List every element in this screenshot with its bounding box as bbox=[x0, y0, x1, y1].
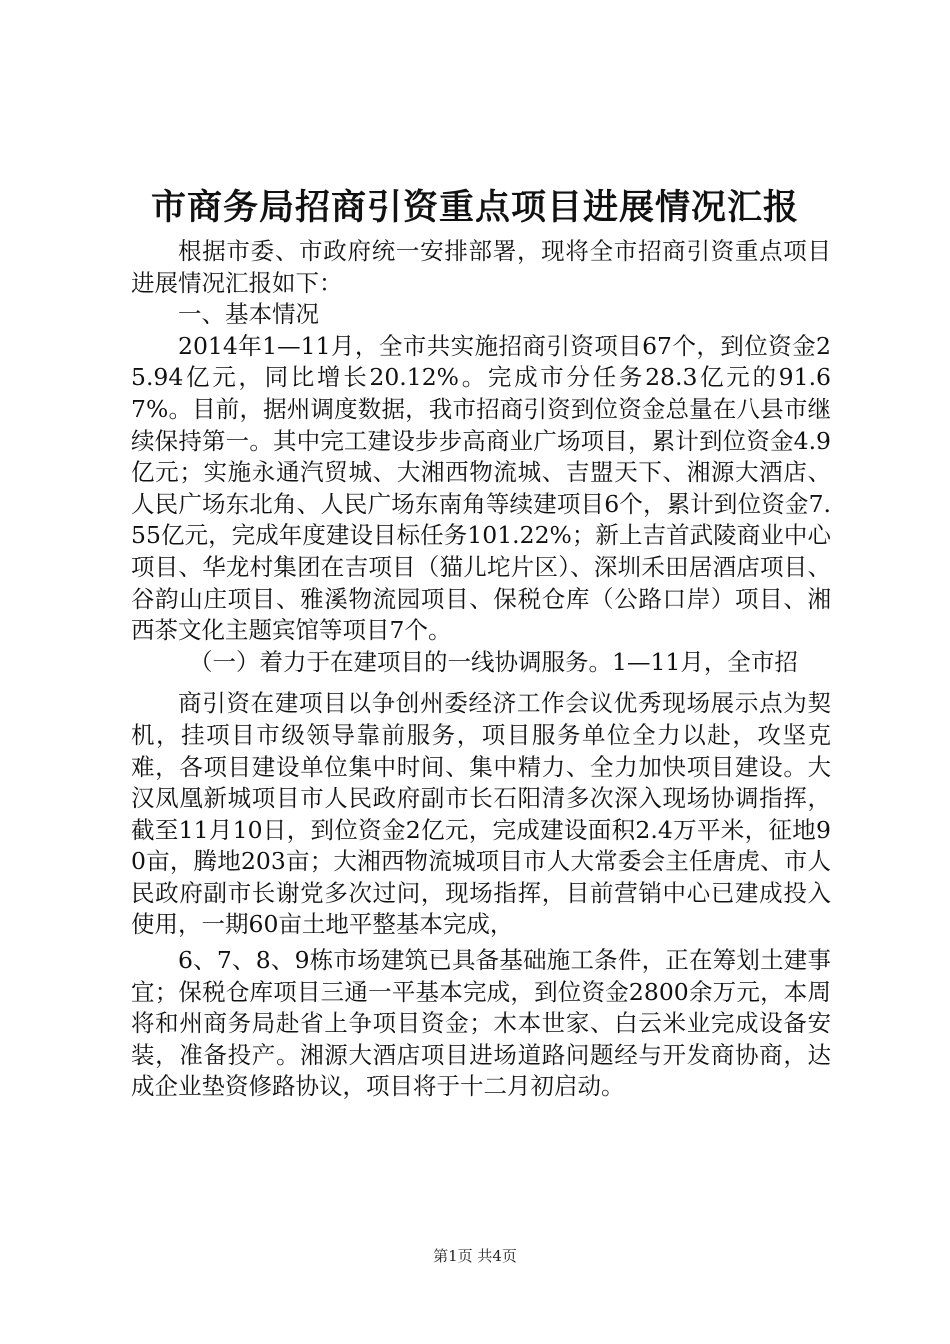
page-number-footer: 第1页 共4页 bbox=[433, 1247, 517, 1265]
basic-situation-paragraph: 2014年1—11月，全市共实施招商引资项目67个，到位资金25.94亿元，同比增长20.12%。完成市分任务28.3亿元的91.67%。目前，据州调度数据，我市招商引资到位资金总量在八县市继续保持第一。其中完工建设步步高商业广场项目，累计到位资金4.9亿元；实施永通汽贸城、大湘西物流城、吉盟天下、湘源大酒店、人民广场东北角、人民广场东南角等续建项目6个，累计到位资金7.55亿元，完成年度建设目标任务101.22%；新上吉首武陵商业中心项目、华龙村集团在吉项目（猫儿坨片区）、深圳禾田居酒店项目、谷韵山庄项目、雅溪物流园项目、保税仓库（公路口岸）项目、湘西茶文化主题宾馆等项目7个。 bbox=[131, 331, 831, 645]
document-body bbox=[131, 236, 831, 1103]
subsection-heading-paragraph: （一）着力于在建项目的一线协调服务。1—11月，全市招 bbox=[189, 647, 798, 676]
project-progress-paragraph: 6、7、8、9栋市场建筑已具备基础施工条件，正在筹划土建事宜；保税仓库项目三通一平基本完成，到位资金2800余万元，本周将和州商务局赴省上争项目资金；木本世家、白云米业完成设备安装，准备投产。湘源大酒店项目进场道路问题经与开发商协商，达成企业垫资修路协议，项目将于十二月初启动。 bbox=[131, 946, 831, 1101]
section-heading: 一、基本情况 bbox=[178, 300, 319, 329]
intro-paragraph: 根据市委、市政府统一安排部署，现将全市招商引资重点项目进展情况汇报如下： bbox=[131, 237, 831, 297]
document-title: 市商务局招商引资重点项目进展情况汇报 bbox=[150, 187, 799, 228]
construction-projects-paragraph: 商引资在建项目以争创州委经济工作会议优秀现场展示点为契机，挂项目市级领导靠前服务，项目服务单位全力以赴，攻坚克难，各项目建设单位集中时间、集中精力、全力加快项目建设。大汉凤凰新城项目市人民政府副市长石阳清多次深入现场协调指挥，截至11月10日，到位资金2亿元，完成建设面积2.4万平米，征地90亩，腾地203亩；大湘西物流城项目市人大常委会主任唐虎、市人民政府副市长谢党多次过问，现场指挥，目前营销中心已建成投入使用，一期60亩土地平整基本完成， bbox=[131, 689, 831, 939]
